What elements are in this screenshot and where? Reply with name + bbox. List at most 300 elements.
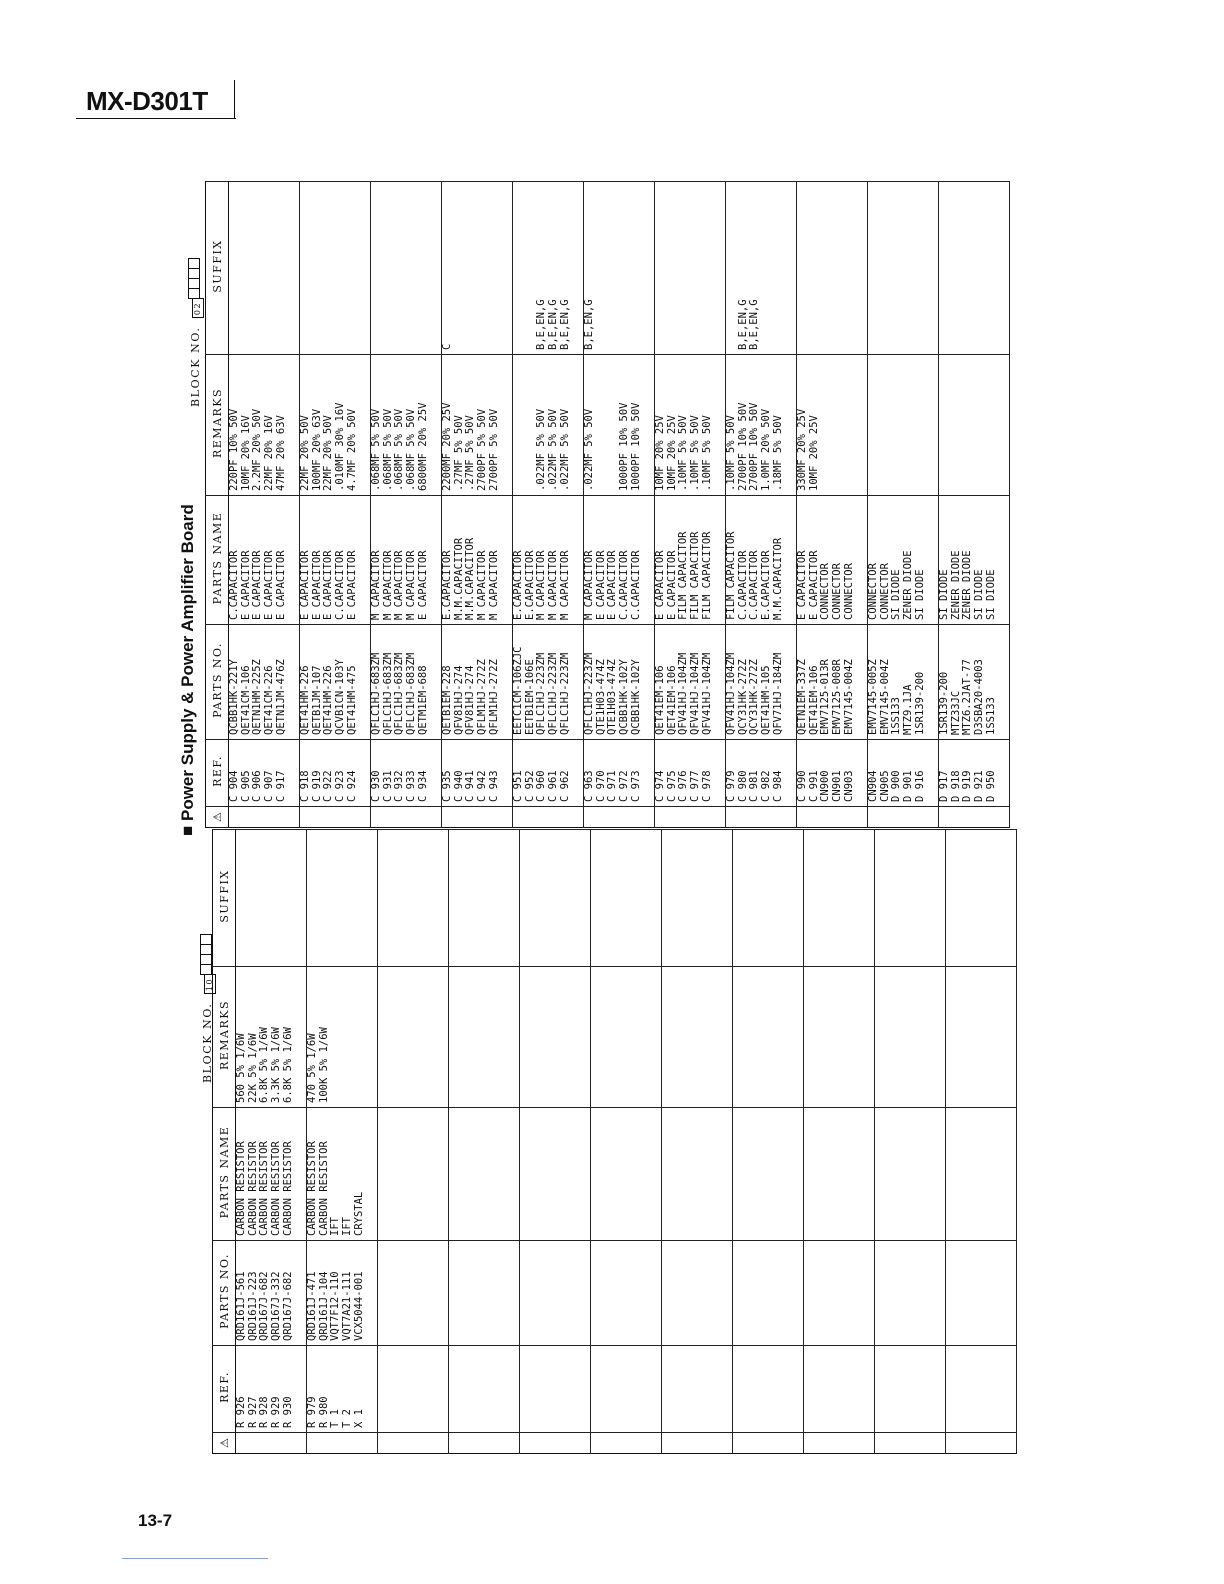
list-item: CARBON RESISTOR <box>306 1141 318 1236</box>
list-item: 3.3K 5% 1/6W <box>270 1027 283 1103</box>
list-item: C 933 <box>405 770 418 802</box>
list-item: 560 5% 1/6W <box>235 1033 247 1103</box>
list-item: CONNECTOR <box>867 563 879 620</box>
list-item <box>880 355 892 491</box>
cell-parts-name <box>229 496 300 625</box>
list-item: C 934 <box>416 770 429 802</box>
list-item: C 943 <box>487 770 500 802</box>
list-item: QET41CM-106 <box>239 665 252 735</box>
list-item: VQT7A21-111 <box>341 1271 354 1341</box>
cell-ref <box>591 1346 662 1433</box>
list-item: QCBB1HK-102Y <box>629 659 642 735</box>
list-item: E CAPACITOR <box>796 550 808 620</box>
list-item: QETN1JM-476Z <box>274 659 287 735</box>
cell-remarks <box>513 355 584 496</box>
list-item: QFV41HJ-104ZM <box>677 652 690 735</box>
cell-parts-name <box>662 1108 733 1241</box>
list-item <box>513 355 525 491</box>
list-item: QCY31HK-272Z <box>748 659 761 735</box>
page-number: 13-7 <box>138 1511 173 1530</box>
section-row <box>229 182 300 828</box>
left-parts-table <box>212 856 1020 1454</box>
list-item: QETN1HM-225Z <box>251 659 264 735</box>
list-item: C 961 <box>547 770 560 802</box>
cell-suffix <box>442 182 513 355</box>
list-item: ZENER DIODE <box>961 550 974 620</box>
list-item: .068MF 5% 50V <box>393 408 406 491</box>
list-item: QET41EM-106 <box>807 665 820 735</box>
list-item: 4.7MF 20% 50V <box>345 408 358 491</box>
list-item: CRYSTAL <box>352 1191 365 1236</box>
cell-ref <box>442 740 513 807</box>
cell-suffix <box>733 830 804 967</box>
list-item: SI DIODE <box>973 569 986 620</box>
section-row <box>662 830 733 1454</box>
list-item: E CAPACITOR <box>310 550 323 620</box>
cell-remarks <box>804 967 875 1108</box>
cell-parts-name <box>655 496 726 625</box>
list-item <box>406 182 418 350</box>
list-item: CONNECTOR <box>819 563 832 620</box>
list-item: C 960 <box>535 770 548 802</box>
list-item <box>678 182 690 350</box>
list-item: E CAPACITOR <box>606 550 619 620</box>
list-item: .27MF 5% 50V <box>464 415 477 491</box>
page-link-line <box>122 1558 268 1559</box>
list-item: .10MF 5% 50V <box>700 415 713 491</box>
list-item: M CAPACITOR <box>405 550 418 620</box>
list-item <box>335 182 347 350</box>
list-item: IFT <box>329 1217 342 1236</box>
cell-warn <box>307 1433 378 1454</box>
cell-suffix <box>726 182 797 355</box>
list-item: QFLC1HJ-223ZM <box>547 652 560 735</box>
list-item: C.CAPACITOR <box>748 550 761 620</box>
list-item: CARBON RESISTOR <box>246 1141 259 1236</box>
cell-parts-name <box>442 496 513 625</box>
cell-parts-name <box>584 496 655 625</box>
cell-parts-name <box>868 496 939 625</box>
list-item <box>809 182 821 350</box>
cell-remarks <box>449 967 520 1108</box>
list-item: 47MF 20% 63V <box>274 415 287 491</box>
list-item: .068MF 5% 50V <box>405 408 418 491</box>
list-item <box>915 182 927 350</box>
list-item: MTZ6.2JAT-77 <box>961 659 974 735</box>
cell-ref <box>584 740 655 807</box>
list-item: E.CAPACITOR <box>760 550 773 620</box>
cell-parts-no <box>584 625 655 740</box>
list-item: QRD167J-682 <box>281 1271 294 1341</box>
list-item: QETN1EM-337Z <box>796 659 808 735</box>
cell-warn <box>584 807 655 828</box>
section-row <box>875 830 946 1454</box>
model-number: MX-D301T <box>86 86 208 116</box>
list-item: D 919 <box>961 770 974 802</box>
section-row <box>520 830 591 1454</box>
list-item <box>383 182 395 350</box>
list-item: QFLC1HJ-223ZM <box>583 652 595 735</box>
cell-remarks <box>726 355 797 496</box>
cell-ref <box>378 1346 449 1433</box>
cell-parts-no <box>797 625 868 740</box>
list-item: C 973 <box>629 770 642 802</box>
list-item: C 982 <box>760 770 773 802</box>
header-suffix: SUFFIX <box>213 830 236 967</box>
list-item: C 952 <box>523 770 536 802</box>
list-item: B,E,EN,G <box>535 299 548 350</box>
cell-warn <box>875 1433 946 1454</box>
cell-warn <box>378 1433 449 1454</box>
list-item: EMV7125-008R <box>831 659 844 735</box>
list-item <box>939 355 951 491</box>
list-item: E CAPACITOR <box>263 550 276 620</box>
list-item: 6.8K 5% 1/6W <box>258 1027 271 1103</box>
cell-remarks <box>442 355 513 496</box>
list-item: E.CAPACITOR <box>523 550 536 620</box>
list-item: QRD167J-332 <box>270 1271 283 1341</box>
cell-warn <box>236 1433 307 1454</box>
cell-parts-name <box>733 1108 804 1241</box>
cell-parts-name <box>449 1108 520 1241</box>
cell-suffix <box>875 830 946 967</box>
list-item: MTZ33JC <box>949 690 962 735</box>
cell-remarks <box>655 355 726 496</box>
cell-warn <box>733 1433 804 1454</box>
cell-warn <box>946 1433 1017 1454</box>
list-item: .10MF 5% 50V <box>725 415 737 491</box>
list-item: .022MF 5% 50V <box>558 408 571 491</box>
cell-ref <box>875 1346 946 1433</box>
list-item: C 922 <box>322 770 335 802</box>
list-item: D 918 <box>949 770 962 802</box>
list-item: T 2 <box>341 1409 354 1428</box>
list-item: VCX5044-001 <box>352 1271 365 1341</box>
cell-parts-no <box>939 625 1010 740</box>
list-item <box>354 830 366 962</box>
list-item: C 980 <box>736 770 749 802</box>
cell-parts-name <box>513 496 584 625</box>
list-item <box>312 182 324 350</box>
list-item: .022MF 5% 50V <box>535 408 548 491</box>
list-item: T 1 <box>329 1409 342 1428</box>
list-item <box>330 967 342 1103</box>
list-item <box>248 830 260 962</box>
list-item <box>880 182 892 350</box>
section-row <box>513 182 584 828</box>
cell-parts-no <box>868 625 939 740</box>
list-item: 10MF 20% 25V <box>654 415 666 491</box>
cell-warn <box>449 1433 520 1454</box>
list-item: D3SBA20-4003 <box>973 659 986 735</box>
table-header-row <box>206 182 229 828</box>
cell-ref <box>513 740 584 807</box>
list-item <box>868 182 880 350</box>
section-row <box>733 830 804 1454</box>
list-item <box>259 830 271 962</box>
list-item: E CAPACITOR <box>274 550 287 620</box>
list-item: D 917 <box>938 770 950 802</box>
list-item: EMV7125-013R <box>819 659 832 735</box>
list-item: D 950 <box>984 770 997 802</box>
list-item: C 930 <box>370 770 382 802</box>
list-item: 100MF 20% 63V <box>310 408 323 491</box>
cell-parts-name <box>378 1108 449 1241</box>
list-item: X 1 <box>352 1409 365 1428</box>
cell-parts-name <box>307 1108 378 1241</box>
list-item: C 941 <box>464 770 477 802</box>
cell-suffix <box>804 830 875 967</box>
cell-parts-no <box>371 625 442 740</box>
list-item: FILM CAPACITOR <box>677 531 690 620</box>
table-header-row <box>213 830 236 1454</box>
cell-remarks <box>229 355 300 496</box>
list-item: D 900 <box>890 770 903 802</box>
list-item: CONNECTOR <box>831 563 844 620</box>
section-row <box>868 182 939 828</box>
cell-ref <box>371 740 442 807</box>
list-item <box>330 830 342 962</box>
cell-parts-no <box>875 1241 946 1346</box>
list-item: E CAPACITOR <box>239 550 252 620</box>
list-item: SI DIODE <box>984 569 997 620</box>
list-item: B,E,EN,G <box>583 299 595 350</box>
list-item: C 919 <box>310 770 323 802</box>
right-block-label: BLOCK NO. 02 <box>188 258 204 407</box>
list-item: 22MF 20% 50V <box>299 415 311 491</box>
list-item: E CAPACITOR <box>299 550 311 620</box>
cell-parts-name <box>371 496 442 625</box>
list-item: .022MF 5% 50V <box>583 408 595 491</box>
list-item: CARBON RESISTOR <box>317 1141 330 1236</box>
section-row <box>939 182 1010 828</box>
list-item <box>276 182 288 350</box>
list-item: C 940 <box>452 770 465 802</box>
cell-warn <box>229 807 300 828</box>
list-item: CN901 <box>831 770 844 802</box>
right-parts-table <box>205 208 1015 828</box>
list-item <box>241 182 253 350</box>
list-item: M CAPACITOR <box>370 550 382 620</box>
list-item: QCBB1HK-221Y <box>228 659 240 735</box>
cell-parts-no <box>229 625 300 740</box>
list-item: B,E,EN,G <box>748 299 761 350</box>
list-item: C.CAPACITOR <box>228 550 240 620</box>
list-item <box>962 355 974 491</box>
list-item <box>454 182 466 350</box>
list-item: E.CAPACITOR <box>441 550 453 620</box>
list-item: C <box>441 343 453 350</box>
list-item: QFV41HJ-104ZM <box>725 652 737 735</box>
list-item: ZENER DIODE <box>949 550 962 620</box>
list-item: C.CAPACITOR <box>618 550 631 620</box>
cell-suffix <box>946 830 1017 967</box>
list-item: QET41HM-226 <box>299 665 311 735</box>
header-warn: ⚠ <box>206 807 229 828</box>
list-item: QFLM1HJ-272Z <box>476 659 489 735</box>
list-item <box>655 182 667 350</box>
section-row <box>584 182 655 828</box>
list-item: B,E,EN,G <box>547 299 560 350</box>
cell-warn <box>371 807 442 828</box>
list-item <box>264 182 276 350</box>
list-item <box>939 182 951 350</box>
list-item <box>903 182 915 350</box>
cell-suffix <box>449 830 520 967</box>
list-item <box>342 830 354 962</box>
list-item: C 951 <box>512 770 524 802</box>
cell-parts-no <box>591 1241 662 1346</box>
cell-suffix <box>371 182 442 355</box>
section-row <box>307 830 378 1454</box>
list-item <box>832 182 844 350</box>
list-item: M CAPACITOR <box>381 550 394 620</box>
list-item: CARBON RESISTOR <box>281 1141 294 1236</box>
list-item: QETB1JM-107 <box>310 665 323 735</box>
list-item <box>868 355 880 491</box>
list-item: 1SR139-200 <box>913 671 926 735</box>
section-row <box>449 830 520 1454</box>
list-item: QFLC1HJ-223ZM <box>535 652 548 735</box>
list-item: FILM CAPACITOR <box>700 531 713 620</box>
list-item: R 980 <box>317 1396 330 1428</box>
cell-suffix <box>591 830 662 967</box>
list-item: QTE1H03-474Z <box>606 659 619 735</box>
list-item <box>323 182 335 350</box>
cell-parts-no <box>726 625 797 740</box>
cell-suffix <box>229 182 300 355</box>
list-item: C 971 <box>606 770 619 802</box>
list-item <box>394 182 406 350</box>
section-row <box>378 830 449 1454</box>
list-item: C 970 <box>594 770 607 802</box>
cell-warn <box>868 807 939 828</box>
cell-parts-no <box>300 625 371 740</box>
cell-parts-name <box>520 1108 591 1241</box>
cell-ref <box>726 740 797 807</box>
cell-parts-name <box>875 1108 946 1241</box>
list-item: R 930 <box>281 1396 294 1428</box>
list-item: CONNECTOR <box>878 563 891 620</box>
cell-parts-name <box>591 1108 662 1241</box>
list-item: QET41HM-226 <box>322 665 335 735</box>
list-item <box>252 182 264 350</box>
list-item: C 917 <box>274 770 287 802</box>
list-item: R 928 <box>258 1396 271 1428</box>
list-item: E CAPACITOR <box>251 550 264 620</box>
list-item: .18MF 5% 50V <box>771 415 784 491</box>
list-item: R 979 <box>306 1396 318 1428</box>
cell-remarks <box>371 355 442 496</box>
list-item: C 918 <box>299 770 311 802</box>
list-item: QRD161J-223 <box>246 1271 259 1341</box>
list-item: SI DIODE <box>890 569 903 620</box>
list-item: C 923 <box>334 770 347 802</box>
list-item: C 979 <box>725 770 737 802</box>
cell-parts-no <box>442 625 513 740</box>
cell-suffix <box>520 830 591 967</box>
list-item <box>319 830 331 962</box>
list-item <box>951 182 963 350</box>
list-item <box>726 182 738 350</box>
list-item <box>236 830 248 962</box>
list-item: 1SS133 <box>984 697 997 735</box>
header-warn: ⚠ <box>213 1433 236 1454</box>
list-item: 220PF 10% 50V <box>228 408 240 491</box>
list-item: EMV7145-004Z <box>842 659 855 735</box>
header-parts-name: PARTS NAME <box>213 1108 236 1241</box>
list-item: B,E,EN,G <box>736 299 749 350</box>
list-item: .068MF 5% 50V <box>370 408 382 491</box>
list-item: EETB1EM-106E <box>523 659 536 735</box>
list-item: E CAPACITOR <box>807 550 820 620</box>
cell-suffix <box>300 182 371 355</box>
header-suffix: SUFFIX <box>206 182 229 355</box>
cell-warn <box>797 807 868 828</box>
model-divider <box>234 80 235 118</box>
list-item: QFLC1HJ-223ZM <box>558 652 571 735</box>
cell-warn <box>300 807 371 828</box>
cell-suffix <box>868 182 939 355</box>
list-item: C 991 <box>807 770 820 802</box>
list-item: M CAPACITOR <box>547 550 560 620</box>
list-item: 2700PF 5% 50V <box>476 408 489 491</box>
section-row <box>797 182 868 828</box>
list-item: EETC1CM-106ZJC <box>512 646 524 735</box>
header-ref: REF. <box>213 1346 236 1433</box>
list-item: M CAPACITOR <box>535 550 548 620</box>
list-item: SI DIODE <box>938 569 950 620</box>
list-item: CN903 <box>842 770 855 802</box>
list-item <box>702 182 714 350</box>
list-item: QTE1H03-474Z <box>594 659 607 735</box>
list-item: D 901 <box>902 770 915 802</box>
list-item: 6800MF 20% 25V <box>416 402 429 491</box>
list-item: 1.0MF 20% 50V <box>760 408 773 491</box>
right-block-boxes: 02 <box>188 258 204 317</box>
list-item: 10MF 20% 25V <box>807 415 820 491</box>
list-item: R 927 <box>246 1396 259 1428</box>
list-item <box>418 182 430 350</box>
list-item: M CAPACITOR <box>487 550 500 620</box>
list-item: QET41EM-106 <box>654 665 666 735</box>
cell-parts-no <box>520 1241 591 1346</box>
list-item: 1000PF 10% 50V <box>618 402 631 491</box>
list-item: 330MF 20% 25V <box>796 408 808 491</box>
cell-parts-no <box>662 1241 733 1346</box>
cell-parts-no <box>733 1241 804 1346</box>
list-item: SI DIODE <box>913 569 926 620</box>
cell-warn <box>655 807 726 828</box>
list-item <box>891 182 903 350</box>
list-item: QFV41HJ-104ZM <box>689 652 702 735</box>
list-item: QCVB1CN-103Y <box>334 659 347 735</box>
list-item <box>596 182 608 350</box>
list-item: CARBON RESISTOR <box>258 1141 271 1236</box>
section-row <box>371 182 442 828</box>
list-item <box>797 182 809 350</box>
header-remarks: REMARKS <box>206 355 229 496</box>
cell-suffix <box>655 182 726 355</box>
list-item: C 990 <box>796 770 808 802</box>
list-item: M CAPACITOR <box>558 550 571 620</box>
cell-ref <box>868 740 939 807</box>
cell-remarks <box>875 967 946 1108</box>
list-item: QFLC1HJ-683ZM <box>405 652 418 735</box>
cell-ref <box>449 1346 520 1433</box>
list-item: QFV41HJ-104ZM <box>700 652 713 735</box>
list-item <box>974 182 986 350</box>
